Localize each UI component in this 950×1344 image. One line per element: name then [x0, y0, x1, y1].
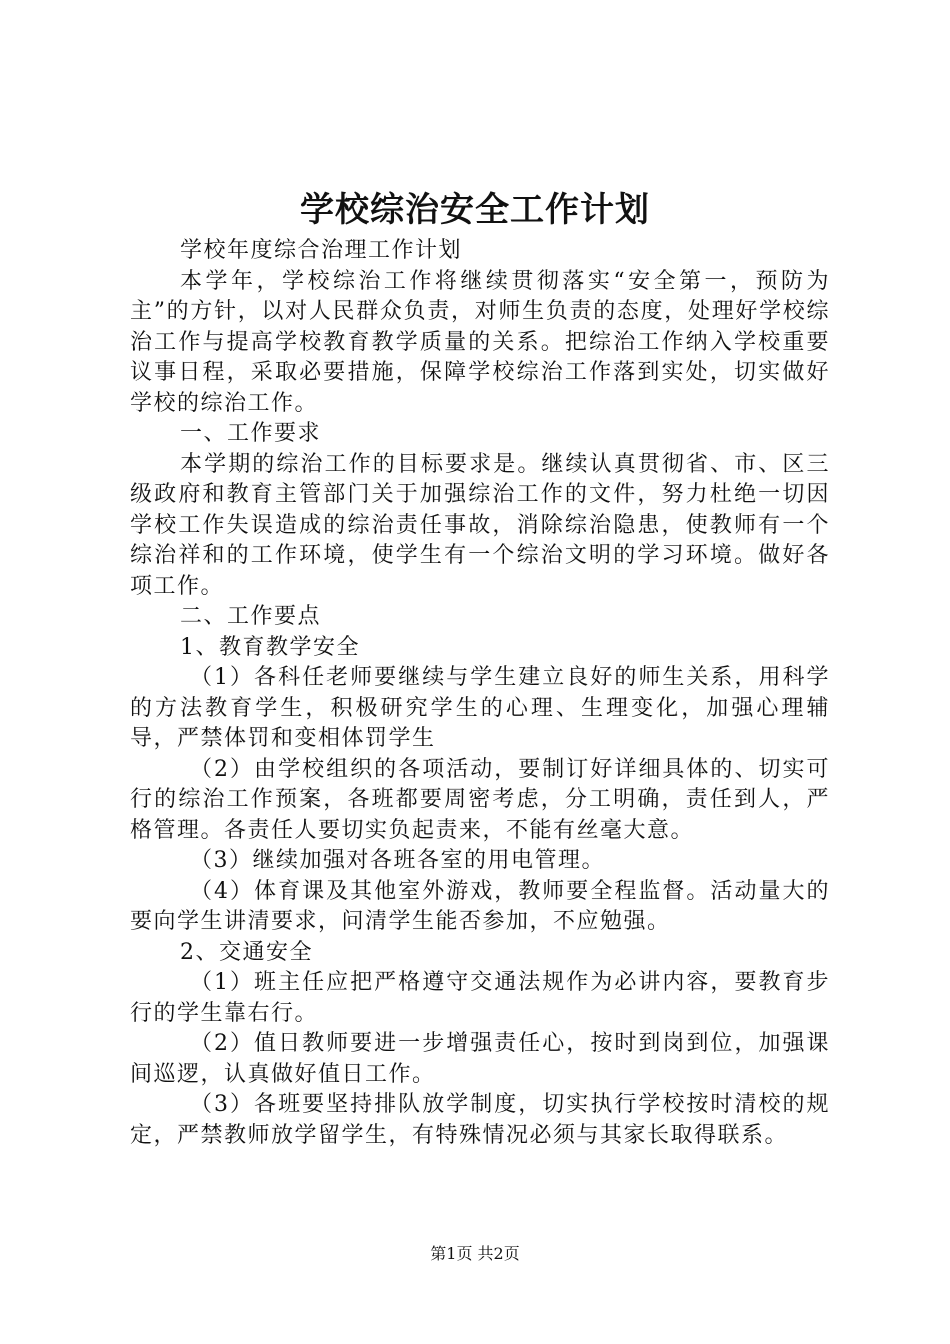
paragraph-requirements: 本学期的综治工作的目标要求是。继续认真贯彻省、市、区三级政府和教育主管部门关于加强综治工作的文件，努力杜绝一切因学校工作失误造成的综治责任事故，消除综治隐患，使教师有一个综治祥和的工作环境，使学生有一个综治文明的学习环境。做好各项工作。 [130, 451, 830, 599]
section-heading-requirements: 一、工作要求 [180, 421, 322, 446]
subsection-heading-teaching-safety: 1、教育教学安全 [180, 634, 360, 660]
list-item-teaching-4: （4）体育课及其他室外游戏，教师要全程监督。活动量大的要向学生讲清要求，问清学生能否参加，不应勉强。 [130, 878, 830, 934]
page-number-footer: 第1页 共2页 [430, 1244, 520, 1263]
document-body [130, 236, 830, 1151]
document-title: 学校综治安全工作计划 [300, 190, 650, 230]
paragraph-intro: 本学年，学校综治工作将继续贯彻落实“安全第一，预防为主”的方针，以对人民群众负责，对师生负责的态度，处理好学校综治工作与提高学校教育教学质量的关系。把综治工作纳入学校重要议事日程，采取必要措施，保障学校综治工作落到实处，切实做好学校的综治工作。 [130, 268, 830, 416]
list-item-teaching-1: （1）各科任老师要继续与学生建立良好的师生关系，用科学的方法教育学生，积极研究学生的心理、生理变化，加强心理辅导，严禁体罚和变相体罚学生 [130, 665, 830, 751]
list-item-traffic-1: （1）班主任应把严格遵守交通法规作为必讲内容，要教育步行的学生靠右行。 [130, 970, 830, 1026]
list-item-traffic-3: （3）各班要坚持排队放学制度，切实执行学校按时清校的规定，严禁教师放学留学生，有特殊情况必须与其家长取得联系。 [130, 1092, 830, 1148]
paragraph-subtitle: 学校年度综合治理工作计划 [180, 238, 463, 263]
list-item-traffic-2: （2）值日教师要进一步增强责任心，按时到岗到位，加强课间巡逻，认真做好值日工作。 [130, 1031, 830, 1087]
list-item-teaching-3: （3）继续加强对各班各室的用电管理。 [190, 848, 605, 873]
list-item-teaching-2: （2）由学校组织的各项活动，要制订好详细具体的、切实可行的综治工作预案，各班都要周密考虑，分工明确，责任到人，严格管理。各责任人要切实负起责来，不能有丝毫大意。 [130, 756, 830, 843]
subsection-heading-traffic-safety: 2、交通安全 [180, 939, 313, 965]
section-heading-key-points: 二、工作要点 [180, 604, 322, 629]
